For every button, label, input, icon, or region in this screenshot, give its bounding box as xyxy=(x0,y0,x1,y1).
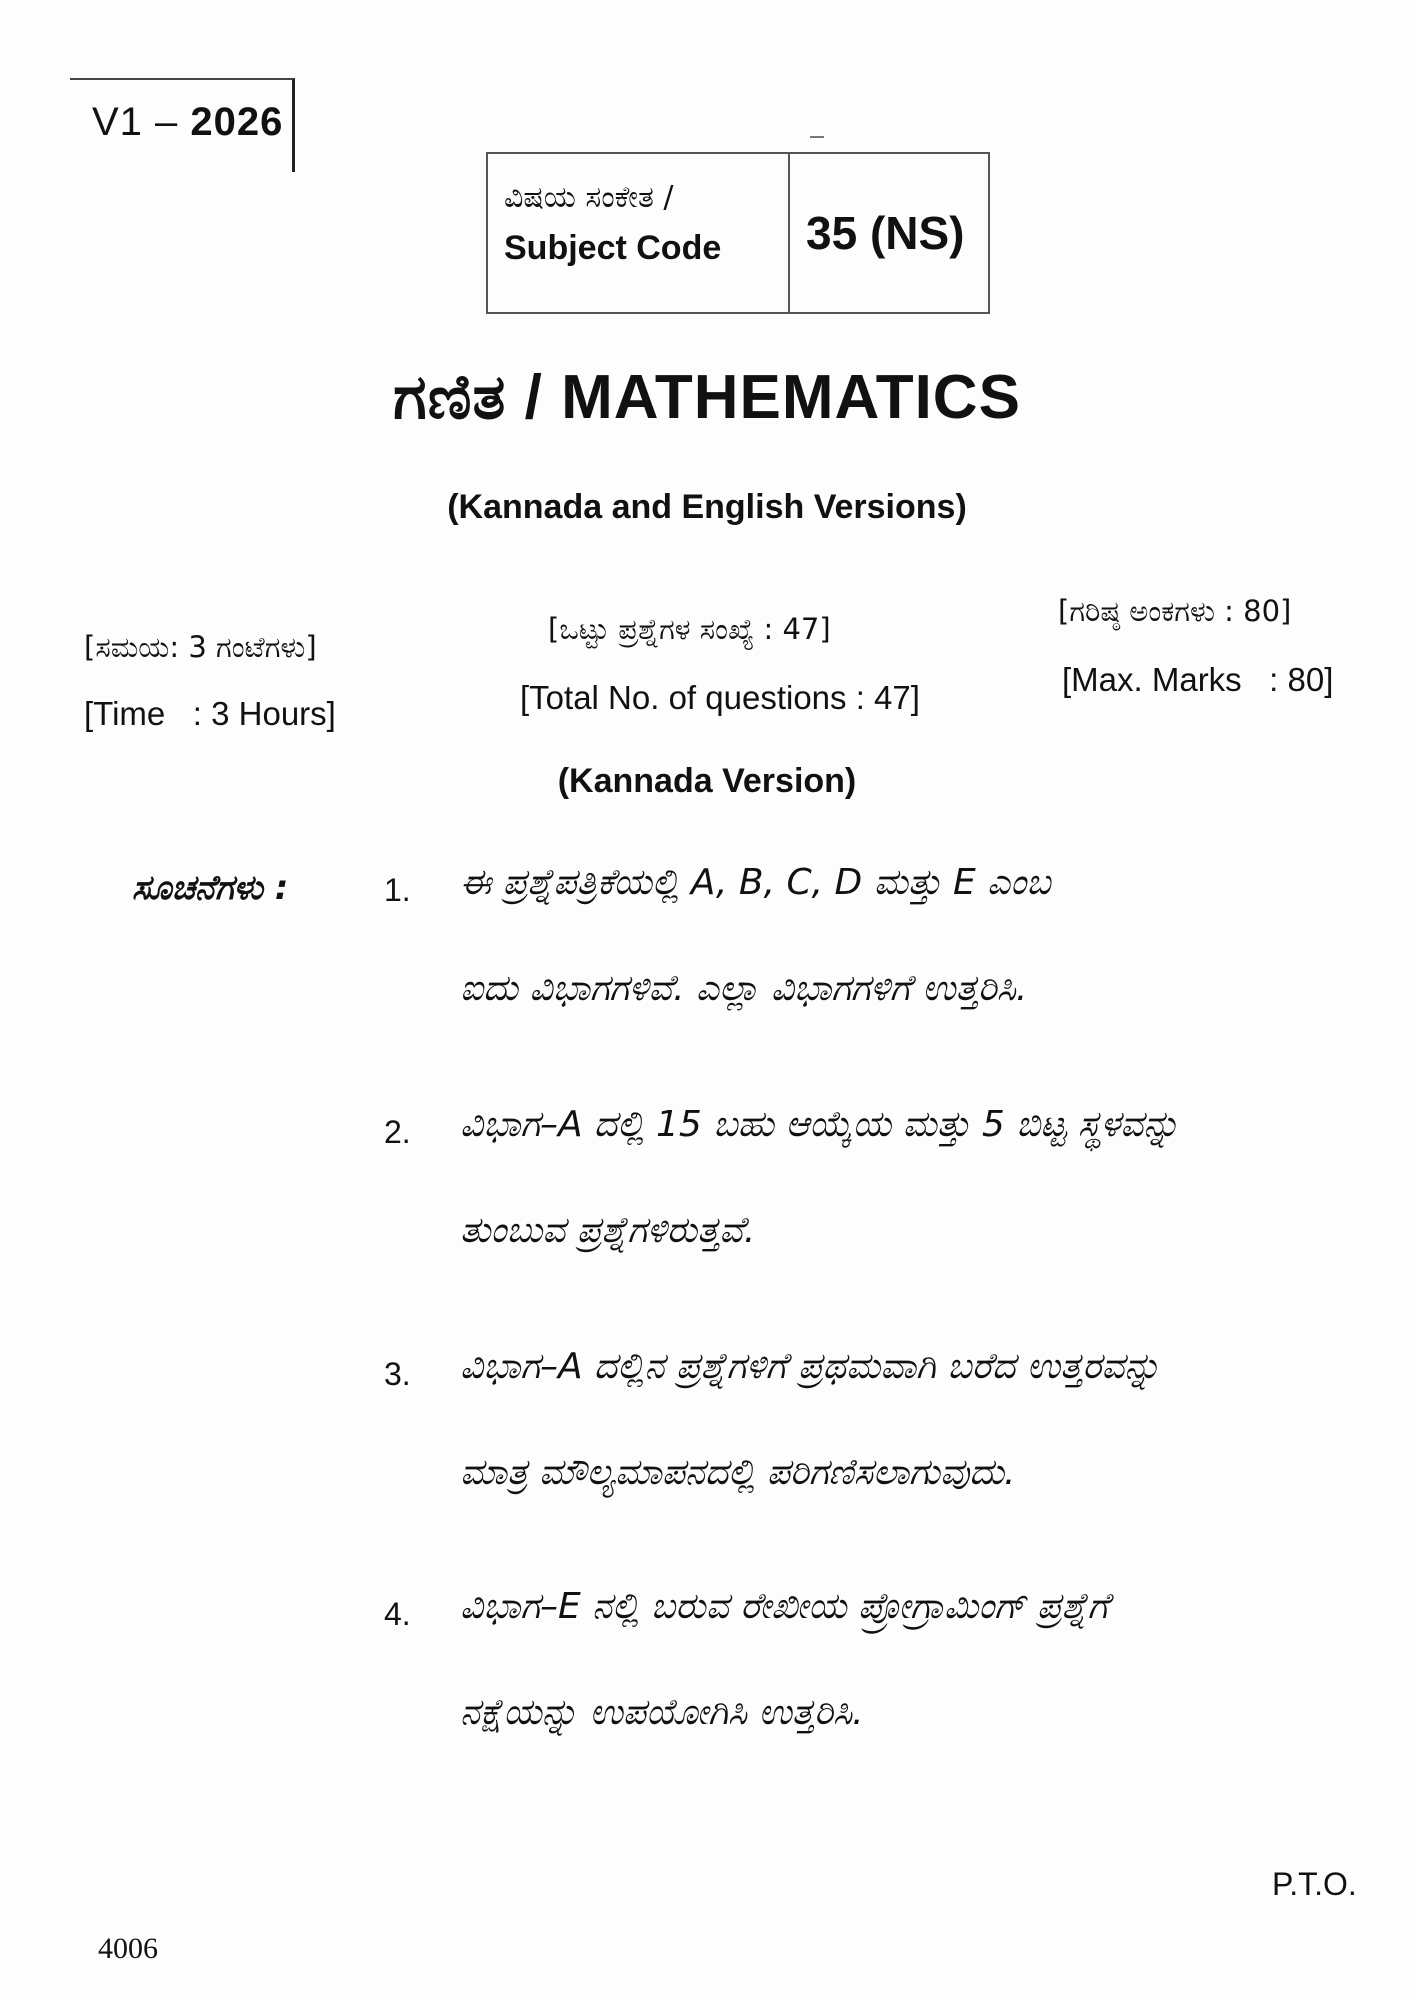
title-separator: / xyxy=(506,363,562,432)
instruction-number: 2. xyxy=(384,1114,411,1150)
time-kannada: [ಸಮಯ: 3 ಗಂಟೆಗಳು] xyxy=(84,630,317,664)
time-english: [Time : 3 Hours] xyxy=(84,695,336,732)
pto-label: P.T.O. xyxy=(1272,1866,1357,1902)
instructions-label: ಸೂಚನೆಗಳು : xyxy=(132,868,289,908)
instruction-line: ತುಂಬುವ ಪ್ರಶ್ನೆಗಳಿರುತ್ತವೆ. xyxy=(460,1210,756,1251)
title-kannada: ಗಣಿತ xyxy=(393,360,507,433)
instruction-line: ನಕ್ಷೆಯನ್ನು ಉಪಯೋಗಿಸಿ ಉತ್ತರಿಸಿ. xyxy=(460,1692,864,1733)
instruction-line: ವಿಭಾಗ–A ದಲ್ಲಿನ ಪ್ರಶ್ನೆಗಳಿಗೆ ಪ್ರಥಮವಾಗಿ ಬರೆದ ಉತ್ತರವನ್ನು xyxy=(460,1346,1161,1387)
instruction-line: ಐದು ವಿಭಾಗಗಳಿವೆ. ಎಲ್ಲಾ ವಿಭಾಗಗಳಿಗೆ ಉತ್ತರಿಸಿ. xyxy=(460,968,1028,1009)
version-code xyxy=(92,100,283,145)
instruction-number: 1. xyxy=(384,872,411,908)
instruction-line: ವಿಭಾಗ–A ದಲ್ಲಿ 15 ಬಹು ಆಯ್ಕೆಯ ಮತ್ತು 5 ಬಿಟ್ಟ ಸ್ಥಳವನ್ನು xyxy=(460,1104,1180,1145)
max-marks-kannada: [ಗರಿಷ್ಠ ಅಂಕಗಳು : 80] xyxy=(1058,594,1292,628)
title-english: MATHEMATICS xyxy=(561,363,1021,432)
total-questions-english: [Total No. of questions : 47] xyxy=(520,679,920,716)
subject-code-table xyxy=(486,152,990,314)
version-prefix: V1 – xyxy=(92,100,191,144)
instruction-line: ವಿಭಾಗ–E ನಲ್ಲಿ ಬರುವ ರೇಖೀಯ ಪ್ರೋಗ್ರಾಮಿಂಗ್ ಪ್ರಶ್ನೆಗೆ xyxy=(460,1586,1109,1627)
version-number: 2026 xyxy=(190,100,284,144)
paper-title xyxy=(0,360,1414,434)
max-marks-english: [Max. Marks : 80] xyxy=(1062,661,1334,698)
total-questions-kannada: [ಒಟ್ಟು ಪ್ರಶ್ನೆಗಳ ಸಂಖ್ಯೆ : 47] xyxy=(548,612,831,646)
subject-label-cell xyxy=(488,154,790,312)
instruction-line: ಮಾತ್ರ ಮೌಲ್ಯಮಾಪನದಲ್ಲಿ ಪರಿಗಣಿಸಲಾಗುವುದು. xyxy=(460,1452,1016,1493)
subject-code-value: 35 (NS) xyxy=(806,207,965,259)
version-heading: (Kannada Version) xyxy=(557,762,857,800)
instruction-line: ಈ ಪ್ರಶ್ನೆಪತ್ರಿಕೆಯಲ್ಲಿ A, B, C, D ಮತ್ತು E ಎಂಬ xyxy=(460,862,1051,903)
instruction-number: 4. xyxy=(384,1596,411,1632)
decorative-dash xyxy=(810,136,824,138)
paper-subtitle: (Kannada and English Versions) xyxy=(447,488,967,526)
subject-label-english: Subject Code xyxy=(504,229,722,267)
instruction-number: 3. xyxy=(384,1356,411,1392)
subject-label-kannada: ವಿಷಯ ಸಂಕೇತ / xyxy=(504,180,674,215)
page-code: 4006 xyxy=(98,1932,158,1965)
